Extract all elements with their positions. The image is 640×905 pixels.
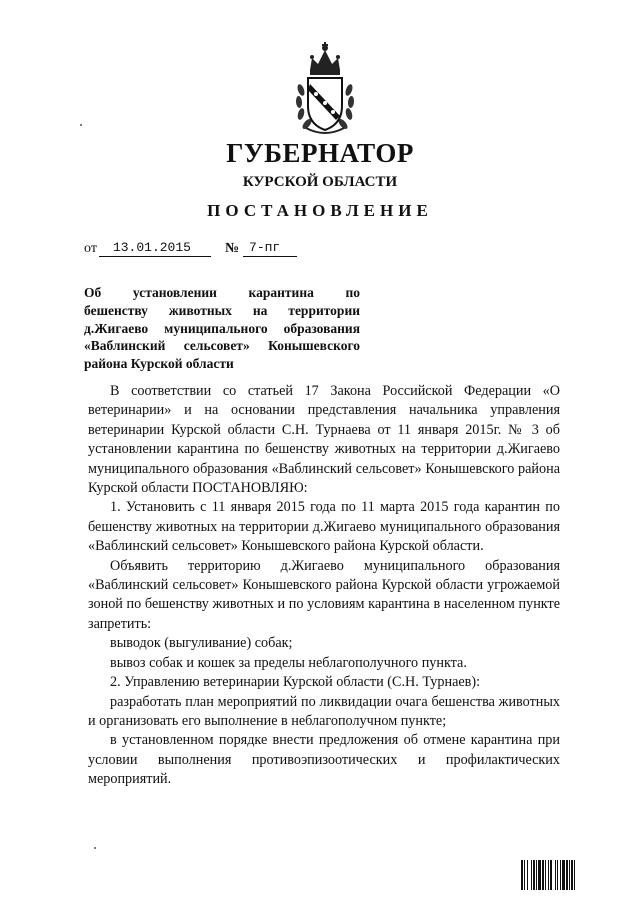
body-paragraph: в установленном порядке внести предложения об отмене карантина при условии выполнения противоэпизоотических и профилактических мероприятий. [88,732,560,788]
document-body [88,382,560,790]
document-number: 7-пг [243,240,297,257]
subject-line: «Ваблинский сельсовет» Конышевского [84,338,360,354]
body-paragraph: В соответствии со статьей 17 Закона Российской Федерации «О ветеринарии» и на основании представления начальника управления ветеринарии Курской области С.Н. Турнаева от 11 января 2015г. № 3 об установлении карантина по бешенству животных на территории д.Жигаево муниципального образования «Ваблинский сельсовет» Конышевского района Курской области ПОСТАНОВЛЯЮ: [88,383,560,497]
body-paragraph: вывоз собак и кошек за пределы неблагополучного пункта. [110,654,467,671]
region-subtitle: КУРСКОЙ ОБЛАСТИ [242,174,398,190]
document-date: 13.01.2015 [99,240,211,257]
body-paragraph: Объявить территорию д.Жигаево муниципального образования «Ваблинский сельсовет» Конышевского района Курской области угрожаемой зоной по бешенству животных и по условиям карантина в населенном пункте запретить: [88,557,560,632]
coat-of-arms-emblem [292,40,358,138]
body-paragraph: разработать план мероприятий по ликвидации очага бешенства животных и организовать его выполнение в неблагополучном пункте; [88,693,560,729]
page-title: ГУБЕРНАТОР [226,138,414,168]
document-subject [84,284,360,373]
subject-line: района Курской области [84,356,234,372]
date-label: от [84,241,97,256]
date-number-line [84,240,297,257]
subject-line: Об установлении карантина по [84,285,360,300]
document-type: ПОСТАНОВЛЕНИЕ [207,201,433,220]
scan-speck [80,124,82,126]
body-paragraph: выводок (выгуливание) собак; [110,635,293,652]
number-label: № [224,241,240,256]
body-paragraph: 2. Управлению ветеринарии Курской области (С.Н. Турнаев): [110,674,481,691]
body-paragraph: 1. Установить с 11 января 2015 года по 11 марта 2015 года карантин по бешенству животных на территории д.Жигаево муниципального образования «Ваблинский сельсовет» Конышевского района Курской области. [88,499,560,555]
subject-line: бешенству животных на территории [84,302,360,318]
scan-speck [94,847,96,849]
subject-line: д.Жигаево муниципального образования [84,320,360,336]
barcode-graphic [521,860,607,890]
